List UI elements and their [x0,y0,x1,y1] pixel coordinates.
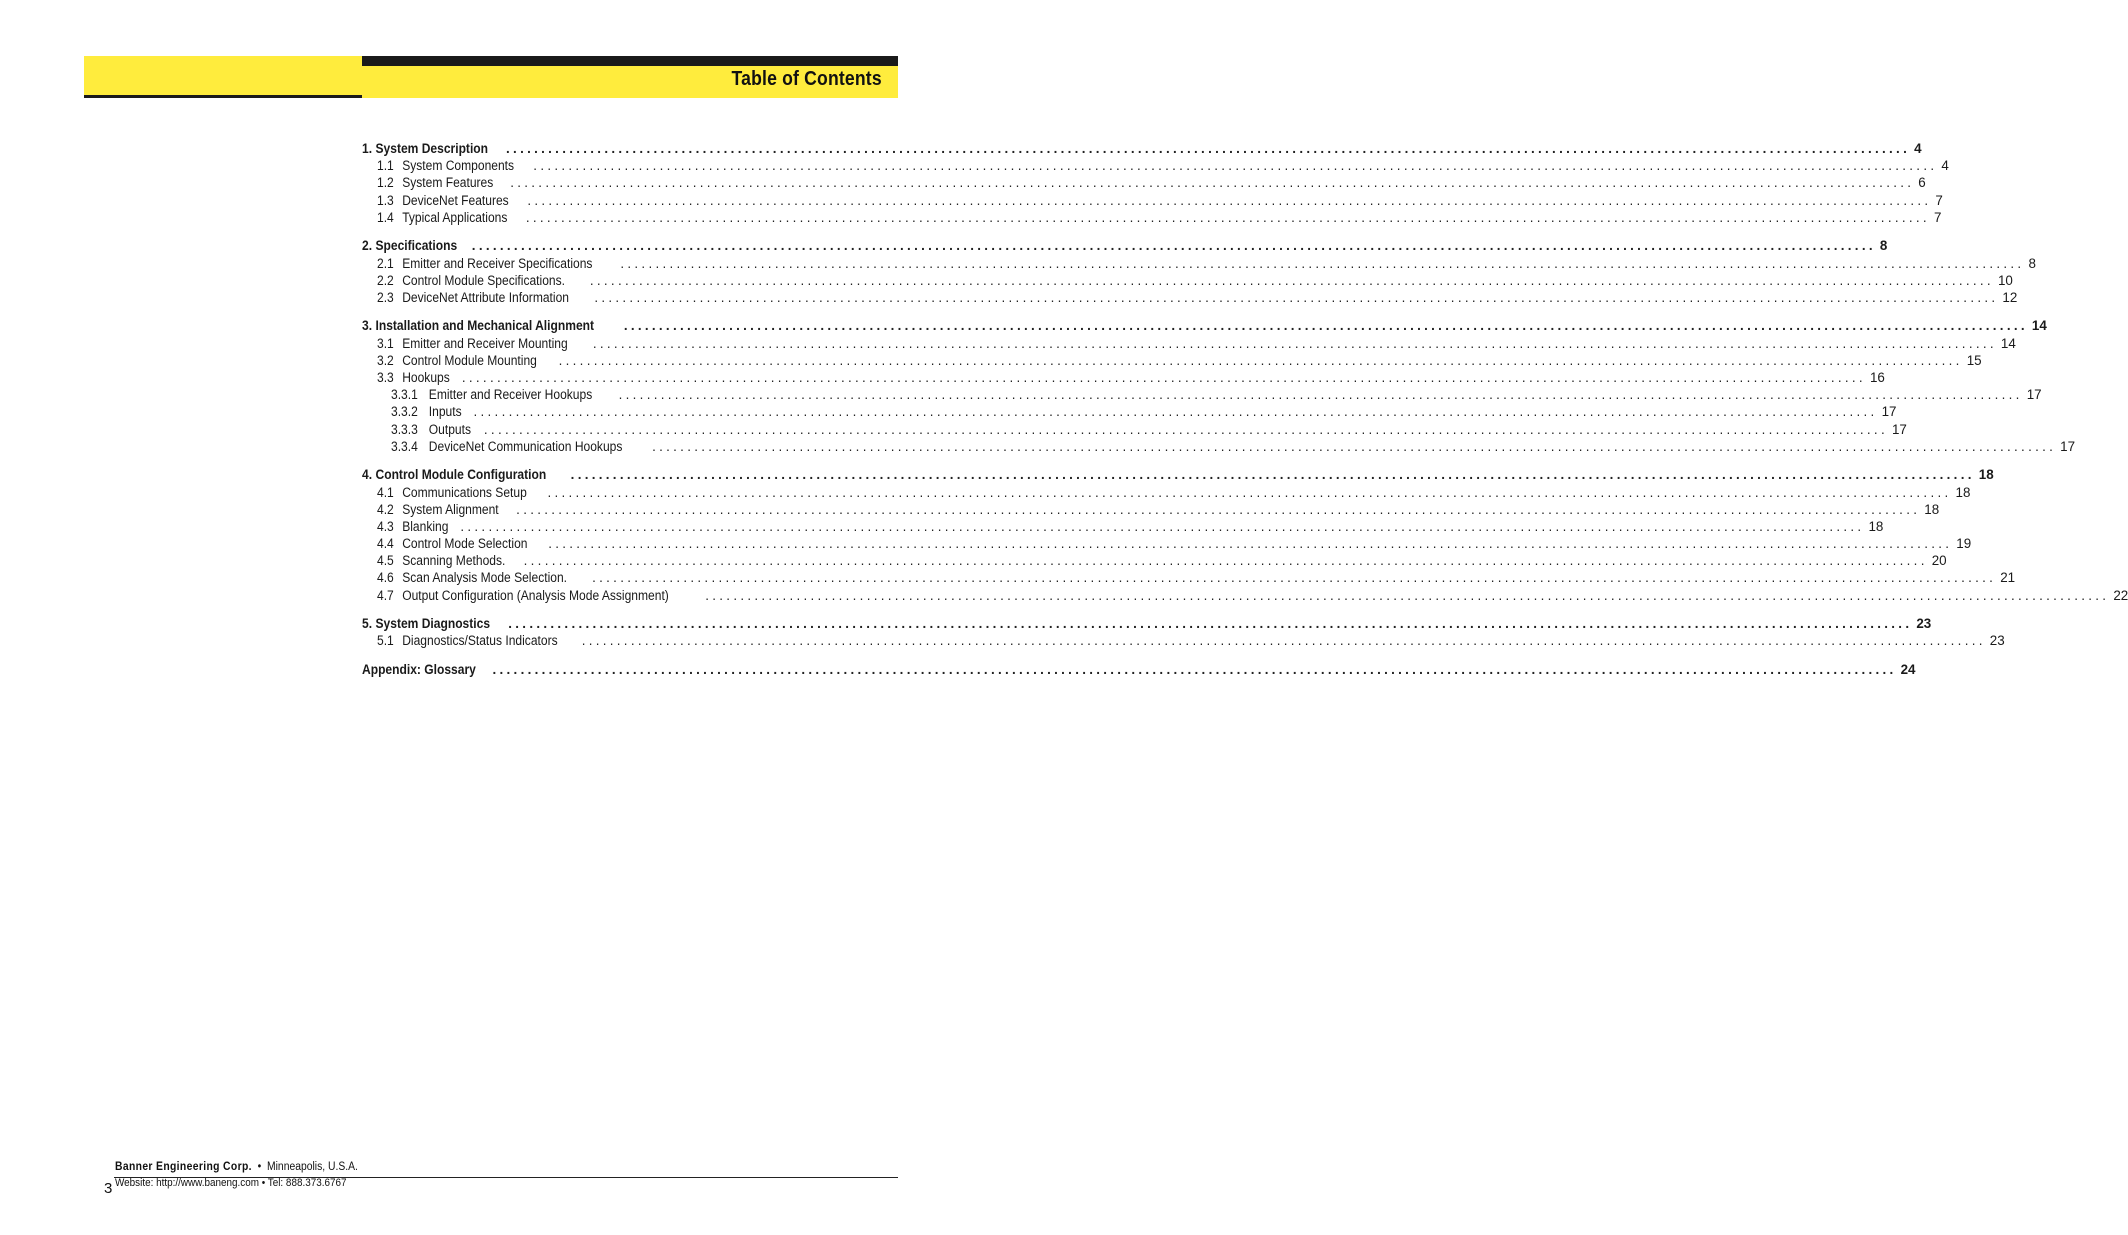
company-location: Minneapolis, U.S.A. [267,1161,358,1173]
toc-entry[interactable] [362,484,1971,501]
toc-page-number: 4 [1914,141,1922,156]
toc-entry-label: Control Module Specifications. [402,272,565,288]
toc-section[interactable] [362,615,1932,632]
toc-page-number: 19 [1956,536,1972,552]
toc-page-number: 7 [1933,209,1942,225]
toc-leader-dots: ........................................................................................................................................................................................................ [570,467,1975,483]
toc-entry-label: System Alignment [402,501,499,517]
toc-entry-title [362,661,476,678]
toc-entry-title [391,438,622,455]
toc-entry-label: Outputs [428,421,472,437]
toc-entry-label: Typical Applications [402,209,508,225]
toc-page-number: 20 [1931,553,1947,569]
toc-entry-number: 3.1 [377,335,394,351]
toc-entry[interactable] [362,421,1907,438]
toc-entry-number: 4.6 [377,570,394,586]
toc-section[interactable] [362,237,1888,254]
toc-entry-title [391,421,471,438]
toc-page-number: 21 [2000,570,2016,586]
toc-entry-label: System Description [375,141,489,156]
toc-page-number: 22 [2113,587,2128,603]
toc-entry-number: 4. [362,467,373,483]
toc-entry[interactable] [362,157,1949,174]
toc-entry-title [377,569,567,586]
toc-leader-dots: ........................................................................................................................................................................................................ [620,255,2025,271]
toc-entry-number: 1.1 [377,158,394,174]
toc-entry-label: DeviceNet Attribute Information [402,289,569,305]
toc-entry-number: 4.4 [377,536,394,552]
toc-page-number: 18 [1978,467,1994,483]
toc-entry[interactable] [362,192,1943,209]
toc-leader-dots: ........................................................................................................................................................................................................ [705,587,2110,603]
toc-leader-dots: ........................................................................................................................................................................................................ [548,536,1953,552]
toc-section[interactable] [362,466,1994,483]
toc-entry-label: Diagnostics/Status Indicators [402,633,558,649]
toc-page-number: 16 [1869,370,1885,386]
toc-page-number: 17 [1891,421,1907,437]
toc-entry[interactable] [362,438,2076,455]
toc-page-number: 12 [2002,289,2018,305]
toc-entry-title [377,632,558,649]
toc-entry-title [377,272,565,289]
company-name: Banner Engineering Corp. [115,1161,252,1173]
toc-entry[interactable] [362,255,2036,272]
toc-gap [362,455,896,466]
toc-entry-label: Appendix: Glossary [362,662,476,678]
toc-entry-title [377,209,507,226]
toc-entry[interactable] [362,632,2005,649]
toc-page-number: 10 [1997,272,2013,288]
toc-page-number: 18 [1924,501,1940,517]
toc-entry-number: 1.3 [377,192,394,208]
toc-entry-title [377,518,448,535]
toc-page-number: 6 [1918,175,1926,191]
toc-page-number: 14 [2000,335,2016,351]
toc-entry-number: 5. [362,616,373,632]
toc-entry-number: 2.1 [377,255,394,271]
toc-entry-label: Emitter and Receiver Specifications [402,255,593,271]
toc-entry[interactable] [362,209,1942,226]
toc-entry-number: 3.3.3 [391,421,418,437]
toc-entry-title [377,192,509,209]
toc-entry-label: Control Module Configuration [375,467,547,483]
toc-leader-dots: ........................................................................................................................................................................................................ [592,335,1997,351]
toc-entry-title [377,289,569,306]
toc-entry[interactable] [362,587,2128,604]
toc-gap [362,650,896,661]
toc-entry-number: 3.3.4 [391,438,418,454]
toc-entry[interactable] [362,501,1940,518]
toc-page-number: 18 [1868,518,1884,534]
toc-leader-dots: ........................................................................................................................................................................................................ [523,553,1928,569]
toc-leader-dots: ........................................................................................................................................................................................................ [460,518,1865,534]
toc-leader-dots: ........................................................................................................................................................................................................ [652,438,2057,454]
toc-entry[interactable] [362,335,2016,352]
toc-entry[interactable] [362,289,2018,306]
toc-entry-title [362,615,490,632]
toc-leader-dots: ........................................................................................................................................................................................................ [581,633,1986,649]
toc-leader-dots: ........................................................................................................................................................................................................ [527,192,1932,208]
toc-entry[interactable] [362,272,2013,289]
toc-page-number: 7 [1935,192,1943,208]
toc-entry-title [377,587,669,604]
toc-entry-label: Blanking [402,518,449,534]
toc-leader-dots: ........................................................................................................................................................................................................ [618,387,2023,403]
toc-entry-title [377,501,499,518]
toc-leader-dots: ........................................................................................................................................................................................................ [525,209,1930,225]
toc-page-number: 8 [2028,255,2036,271]
footer-contact: Website: http://www.baneng.com • Tel: 888.373.6767 [115,1177,347,1189]
toc-entry[interactable] [362,403,1897,420]
toc-entry-label: Emitter and Receiver Mounting [402,335,568,351]
toc-entry[interactable] [362,552,1947,569]
toc-entry-label: System Diagnostics [375,616,491,632]
toc-entry-label: Scan Analysis Mode Selection. [402,570,567,586]
toc-entry-title [362,140,488,157]
toc-entry-label: Communications Setup [402,484,527,500]
toc-entry-label: DeviceNet Communication Hookups [428,438,623,454]
toc-gap [362,604,896,615]
toc-leader-dots: ........................................................................................................................................................................................................ [506,141,1911,156]
toc-gap [362,306,896,317]
toc-entry-label: Inputs [428,404,462,420]
toc-entry-label: Scanning Methods. [402,553,506,569]
toc-entry-title [377,535,527,552]
toc-entry-number: 4.2 [377,501,394,517]
toc-page-number: 17 [2026,387,2042,403]
toc-leader-dots: ........................................................................................................................................................................................................ [533,158,1938,174]
toc-entry-label: Control Module Mounting [402,352,537,368]
toc-entry-label: Hookups [402,370,450,386]
toc-leader-dots: ........................................................................................................................................................................................................ [508,616,1913,632]
toc-entry-number: 3.3.1 [391,387,418,403]
toc-section[interactable] [362,140,1922,157]
toc-page-number: 8 [1879,238,1888,254]
header-rule-left [84,95,362,98]
toc-entry-title [377,255,592,272]
toc-section[interactable] [362,317,2047,334]
toc-entry-number: 4.7 [377,587,394,603]
toc-entry[interactable] [362,352,1982,369]
toc-entry-title [377,157,514,174]
page-number: 3 [104,1180,113,1197]
toc-entry[interactable] [362,518,1884,535]
toc-entry-title [362,466,546,483]
toc-leader-dots: ........................................................................................................................................................................................................ [547,484,1952,500]
toc-entry-label: Control Mode Selection [402,536,528,552]
toc-entry-number: 3.2 [377,352,394,368]
header-rule-top [362,56,898,66]
toc-entry-title [362,317,594,334]
toc-entry-number: 3.3.2 [391,404,418,420]
page-title: Table of Contents [731,68,882,90]
toc-page-number: 17 [1881,404,1897,420]
toc-leader-dots: ........................................................................................................................................................................................................ [558,352,1963,368]
toc-leader-dots: ........................................................................................................................................................................................................ [473,404,1878,420]
toc-entry-title [377,352,537,369]
toc-entry-title [377,484,527,501]
toc-leader-dots: ........................................................................................................................................................................................................ [623,318,2028,334]
footer-company-line [115,1161,358,1173]
table-of-contents [362,140,2128,678]
toc-entry-label: Specifications [375,238,458,254]
toc-leader-dots: ........................................................................................................................................................................................................ [516,501,1921,517]
toc-leader-dots: ........................................................................................................................................................................................................ [589,272,1994,288]
toc-entry[interactable] [362,174,1926,191]
toc-entry-number: 1.4 [377,209,394,225]
toc-leader-dots: ........................................................................................................................................................................................................ [461,370,1866,386]
toc-page-number: 17 [2060,438,2076,454]
toc-entry-label: System Features [402,175,494,191]
toc-entry-number: 4.1 [377,484,394,500]
toc-entry-label: Installation and Mechanical Alignment [375,318,595,334]
toc-entry-title [377,369,450,386]
toc-leader-dots: ........................................................................................................................................................................................................ [483,421,1888,437]
toc-entry[interactable] [362,569,2016,586]
toc-entry-number: 5.1 [377,633,394,649]
toc-entry-number: 3. [362,318,373,334]
toc-entry-number: 4.5 [377,553,394,569]
toc-gap [362,226,896,237]
toc-leader-dots: ........................................................................................................................................................................................................ [510,175,1915,191]
toc-leader-dots: ........................................................................................................................................................................................................ [592,570,1997,586]
toc-entry-label: Emitter and Receiver Hookups [428,387,593,403]
toc-entry-label: Output Configuration (Analysis Mode Assignment) [402,587,669,603]
toc-entry-number: 1. [362,141,373,156]
toc-page-number: 23 [1989,633,2005,649]
toc-entry[interactable] [362,369,1885,386]
toc-entry-title [391,403,462,420]
toc-entry-title [391,386,592,403]
toc-entry-number: 2.3 [377,289,394,305]
toc-page-number: 15 [1966,352,1982,368]
toc-entry-title [377,174,493,191]
toc-page-number: 18 [1955,484,1971,500]
toc-section[interactable] [362,661,1916,678]
toc-entry[interactable] [362,386,2042,403]
toc-entry-number: 1.2 [377,175,394,191]
toc-entry-number: 4.3 [377,518,394,534]
toc-entry-number: 2.2 [377,272,394,288]
toc-leader-dots: ........................................................................................................................................................................................................ [594,289,1999,305]
toc-leader-dots: ........................................................................................................................................................................................................ [471,238,1876,254]
toc-page-number: 4 [1941,158,1949,174]
toc-entry-number: 3.3 [377,370,394,386]
footer-bullet: • [257,1161,262,1173]
toc-page-number: 23 [1916,616,1932,632]
toc-leader-dots: ........................................................................................................................................................................................................ [492,662,1897,678]
toc-entry-title [377,335,568,352]
toc-entry-label: System Components [402,158,515,174]
toc-entry-number: 2. [362,238,373,254]
toc-page-number: 14 [2031,318,2047,334]
toc-entry-label: DeviceNet Features [402,192,509,208]
toc-entry-title [362,237,457,254]
toc-page-number: 24 [1900,662,1916,678]
toc-entry[interactable] [362,535,1972,552]
toc-entry-title [377,552,505,569]
